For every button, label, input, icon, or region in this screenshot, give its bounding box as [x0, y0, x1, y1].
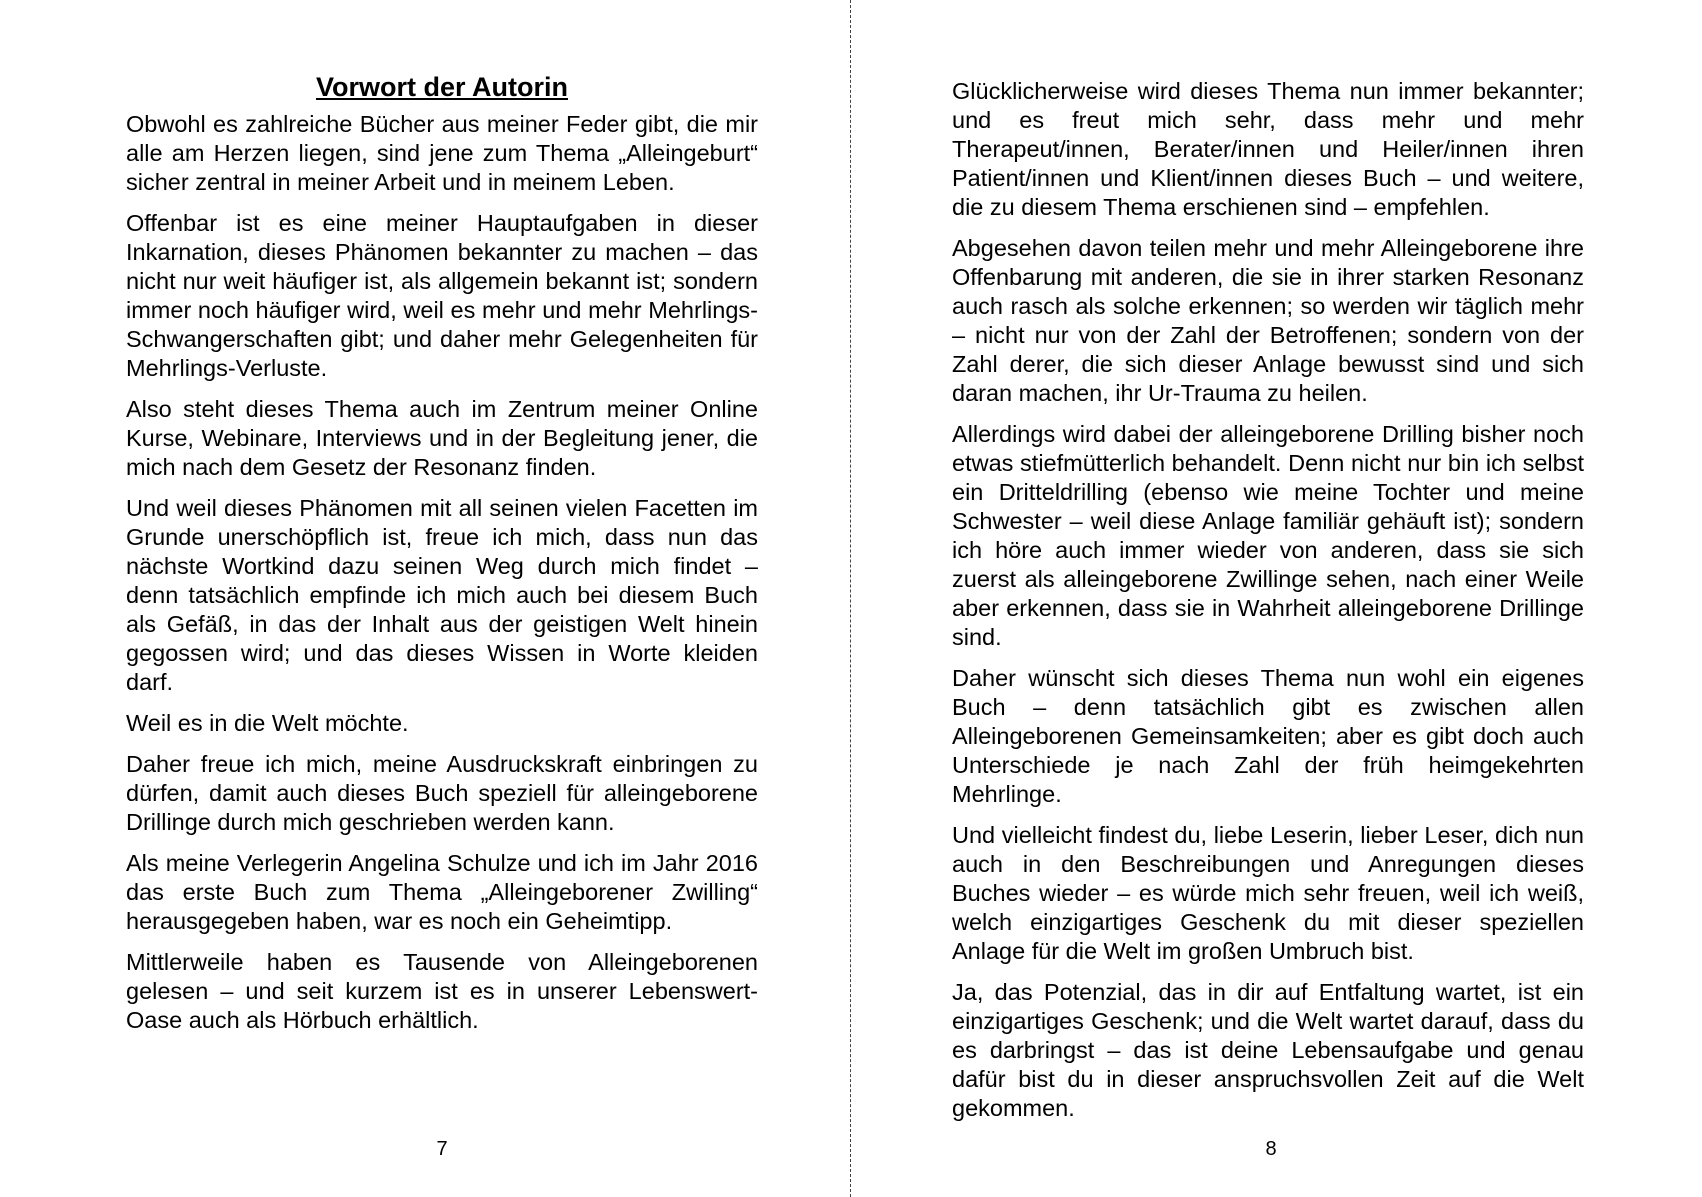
right-page	[852, 0, 1702, 1197]
page-number: 7	[436, 1138, 448, 1160]
paragraph: Daher wünscht sich dieses Thema nun wohl ein eigenes Buch – denn tatsächlich gibt es zwischen allen Alleingeborenen Gemeinsamkeiten; aber es gibt doch auch Unterschiede je nach Zahl der früh heimgekehrten Mehrlinge.	[952, 665, 1584, 807]
left-page-content	[126, 70, 758, 1047]
paragraph: Glücklicherweise wird dieses Thema nun immer bekannter; und es freut mich sehr, dass mehr und mehr Therapeut/innen, Berater/innen und Heiler/innen ihren Patient/innen und Klient/innen dieses Buch – und weitere, die zu diesem Thema erschienen sind – empfehlen.	[952, 78, 1584, 220]
paragraph: Ja, das Potenzial, das in dir auf Entfaltung wartet, ist ein einzigartiges Geschenk; und die Welt wartet darauf, dass du es darbringst – das ist deine Lebensaufgabe und genau dafür bist du in dieser anspruchsvollen Zeit auf die Welt gekommen.	[952, 979, 1584, 1121]
page-divider	[850, 0, 851, 1197]
paragraph: Als meine Verlegerin Angelina Schulze und ich im Jahr 2016 das erste Buch zum Thema „Alleingeborener Zwilling“ herausgegeben haben, war es noch ein Geheimtipp.	[126, 850, 758, 934]
paragraph: Obwohl es zahlreiche Bücher aus meiner Feder gibt, die mir alle am Herzen liegen, sind jene zum Thema „Alleingeburt“ sicher zentral in meiner Arbeit und in meinem Leben.	[126, 111, 758, 195]
paragraph: Und vielleicht findest du, liebe Leserin, lieber Leser, dich nun auch in den Beschreibungen und Anregungen dieses Buches wieder – es würde mich sehr freuen, weil ich weiß, welch einzigartiges Geschenk du mit dieser speziellen Anlage für die Welt im großen Umbruch bist.	[952, 822, 1584, 964]
right-page-content	[952, 77, 1584, 1135]
paragraph: Mittlerweile haben es Tausende von Alleingeborenen gelesen – und seit kurzem ist es in unserer Lebenswert-Oase auch als Hörbuch erhältlich.	[126, 949, 758, 1033]
paragraph: Also steht dieses Thema auch im Zentrum meiner Online Kurse, Webinare, Interviews und in der Begleitung jener, die mich nach dem Gesetz der Resonanz finden.	[126, 396, 758, 480]
paragraph: Abgesehen davon teilen mehr und mehr Alleingeborene ihre Offenbarung mit anderen, die sie in ihrer starken Resonanz auch rasch als solche erkennen; so werden wir täglich mehr – nicht nur von der Zahl der Betroffenen; sondern von der Zahl derer, die sich dieser Anlage bewusst sind und sich daran machen, ihr Ur-Trauma zu heilen.	[952, 235, 1584, 406]
paragraph: Allerdings wird dabei der alleingeborene Drilling bisher noch etwas stiefmütterlich behandelt. Denn nicht nur bin ich selbst ein Dritteldrilling (ebenso wie meine Tochter und meine Schwester – weil diese Anlage familiär gehäuft ist); sondern ich höre auch immer wieder von anderen, dass sie sich zuerst als alleingeborene Zwillinge sehen, nach einer Weile aber erkennen, dass sie in Wahrheit alleingeborene Drillinge sind.	[952, 421, 1584, 650]
paragraph: Und weil dieses Phänomen mit all seinen vielen Facetten im Grunde unerschöpflich ist, freue ich mich, dass nun das nächste Wortkind dazu seinen Weg durch mich findet – denn tatsächlich empfinde ich mich auch bei diesem Buch als Gefäß, in das der Inhalt aus der geistigen Welt hinein gegossen wird; und das dieses Wissen in Worte kleiden darf.	[126, 495, 758, 695]
paragraph: Weil es in die Welt möchte.	[126, 710, 409, 736]
paragraph: Offenbar ist es eine meiner Hauptaufgaben in dieser Inkarnation, dieses Phänomen bekannter zu machen – das nicht nur weit häufiger ist, als allgemein bekannt ist; sondern immer noch häufiger wird, weil es mehr und mehr Mehrlings-Schwangerschaften gibt; und daher mehr Gelegenheiten für Mehrlings-Verluste.	[126, 210, 758, 381]
left-page	[0, 0, 850, 1197]
paragraph: Daher freue ich mich, meine Ausdruckskraft einbringen zu dürfen, damit auch dieses Buch speziell für alleingeborene Drillinge durch mich geschrieben werden kann.	[126, 751, 758, 835]
page-number: 8	[1265, 1138, 1277, 1160]
page-title: Vorwort der Autorin	[316, 72, 568, 102]
